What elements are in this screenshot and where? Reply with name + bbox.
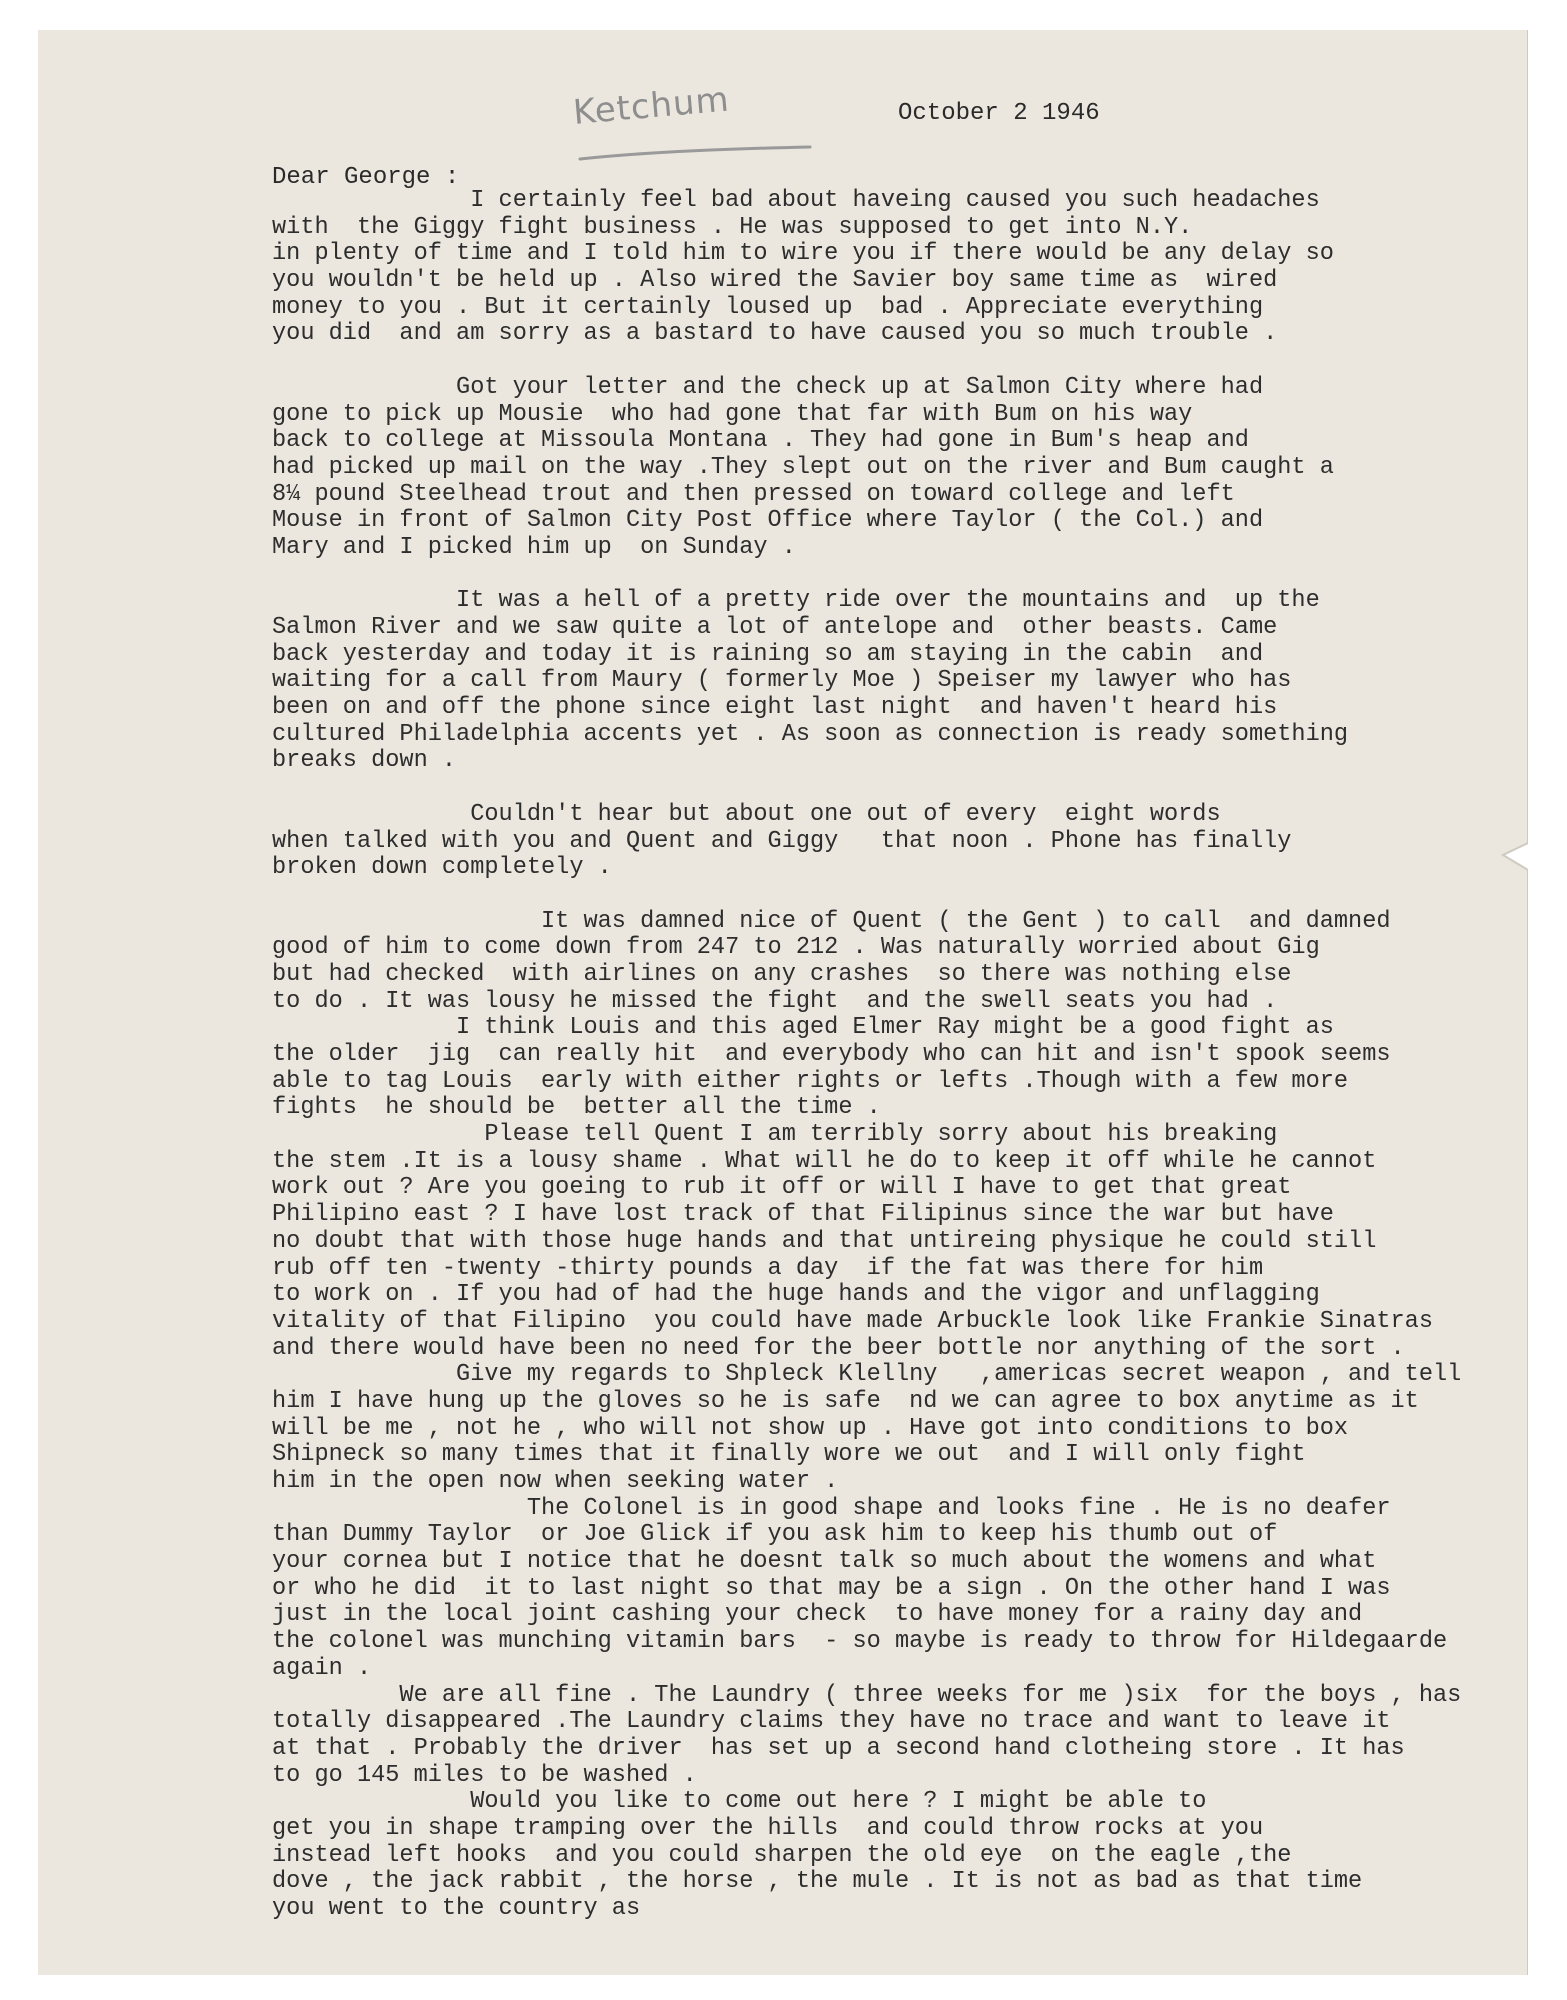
text-line: you went to the country as <box>272 1895 641 1922</box>
text-line: to go 145 miles to be washed . <box>272 1761 697 1789</box>
text-line: work out ? Are you goeing to rub it off or will I have to get that great <box>272 1174 1292 1202</box>
text-line: again . <box>272 1654 372 1682</box>
text-line: been on and off the phone since eight last night and haven't heard his <box>272 694 1278 722</box>
text-line: good of him to come down from 247 to 212 . Was naturally worried about Gig <box>272 934 1320 962</box>
text-line: We are all fine . The Laundry ( three weeks for me )six for the boys , has <box>272 1681 1462 1709</box>
text-line: waiting for a call from Maury ( formerly Moe ) Speiser my lawyer who has <box>272 667 1292 695</box>
text-line: breaks down . <box>272 747 457 775</box>
text-line: Give my regards to Shpleck Klellny ,americas secret weapon , and tell <box>272 1361 1462 1389</box>
text-line: to do . It was lousy he missed the fight and the swell seats you had . <box>272 987 1278 1015</box>
text-line: when talked with you and Quent and Giggy that noon . Phone has finally <box>272 827 1292 855</box>
text-line: dove , the jack rabbit , the horse , the mule . It is not as bad as that time <box>272 1868 1363 1896</box>
paragraph-gap <box>272 562 1522 589</box>
text-line: no doubt that with those huge hands and that untireing physique he could still <box>272 1227 1377 1255</box>
salutation: Dear George : <box>272 164 460 191</box>
text-line: money to you . But it certainly loused up bad . Appreciate everything <box>272 293 1264 321</box>
text-line: gone to pick up Mousie who had gone that far with Bum on his way <box>272 400 1193 428</box>
text-line: broken down completely . <box>272 854 612 882</box>
paragraph-gap <box>272 882 1522 909</box>
text-line: with the Giggy fight business . He was supposed to get into N.Y. <box>272 213 1193 241</box>
text-line: had picked up mail on the way .They slept out on the river and Bum caught a <box>272 453 1334 481</box>
text-line: or who he did it to last night so that may be a sign . On the other hand I was <box>272 1574 1391 1602</box>
text-line: Got your letter and the check up at Salmon City where had <box>272 373 1264 401</box>
text-line: Please tell Quent I am terribly sorry about his breaking <box>272 1121 1278 1149</box>
text-line: Philipino east ? I have lost track of that Filipinus since the war but have <box>272 1201 1334 1229</box>
handwritten-annotation: Ketchum <box>571 79 732 133</box>
text-line: fights he should be better all the time . <box>272 1094 881 1122</box>
text-line: you did and am sorry as a bastard to have caused you so much trouble . <box>272 320 1278 348</box>
text-line: It was a hell of a pretty ride over the mountains and up the <box>272 587 1320 615</box>
text-line: the colonel was munching vitamin bars - so maybe is ready to throw for Hildegaarde <box>272 1628 1448 1656</box>
text-line: Mouse in front of Salmon City Post Office where Taylor ( the Col.) and <box>272 507 1264 535</box>
text-line: in plenty of time and I told him to wire you if there would be any delay so <box>272 240 1334 268</box>
text-line: your cornea but I notice that he doesnt talk so much about the womens and what <box>272 1548 1377 1576</box>
text-line: vitality of that Filipino you could have made Arbuckle look like Frankie Sinatras <box>272 1307 1434 1335</box>
text-line: It was damned nice of Quent ( the Gent ) to call and damned <box>272 907 1391 935</box>
text-line: him I have hung up the gloves so he is safe nd we can agree to box anytime as it <box>272 1387 1419 1415</box>
text-line: able to tag Louis early with either rights or lefts .Though with a few more <box>272 1067 1349 1095</box>
text-line: you wouldn't be held up . Also wired the Savier boy same time as wired <box>272 267 1278 295</box>
letter-body <box>272 188 1522 1923</box>
text-line: at that . Probably the driver has set up a second hand clotheing store . It has <box>272 1734 1405 1762</box>
paragraph-gap <box>272 775 1522 802</box>
text-line: the older jig can really hit and everybody who can hit and isn't spook seems <box>272 1041 1391 1068</box>
text-line: Mary and I picked him up on Sunday . <box>272 533 796 561</box>
text-line: The Colonel is in good shape and looks fine . He is no deafer <box>272 1494 1391 1522</box>
text-line: than Dummy Taylor or Joe Glick if you ask him to keep his thumb out of <box>272 1521 1278 1549</box>
text-line: back to college at Missoula Montana . They had gone in Bum's heap and <box>272 427 1249 455</box>
text-line: the stem .It is a lousy shame . What will he do to keep it off while he cannot <box>272 1147 1377 1175</box>
text-line: I think Louis and this aged Elmer Ray might be a good fight as <box>272 1014 1334 1042</box>
text-line: get you in shape tramping over the hills and could throw rocks at you <box>272 1814 1264 1842</box>
text-line: Shipneck so many times that it finally wore we out and I will only fight <box>272 1441 1306 1469</box>
text-line: Would you like to come out here ? I might be able to <box>272 1788 1207 1816</box>
text-line: to work on . If you had of had the huge hands and the vigor and unflagging <box>272 1281 1320 1309</box>
text-line: him in the open now when seeking water . <box>272 1468 839 1495</box>
text-line: 8¼ pound Steelhead trout and then pressed on toward college and left <box>272 480 1235 508</box>
text-line: totally disappeared .The Laundry claims they have no trace and want to leave it <box>272 1708 1391 1736</box>
text-line: rub off ten -twenty -thirty pounds a day if the fat was there for him <box>272 1254 1264 1282</box>
text-line: and there would have been no need for the beer bottle nor anything of the sort . <box>272 1334 1405 1362</box>
text-line: Couldn't hear but about one out of every eight words <box>272 800 1221 828</box>
text-line: back yesterday and today it is raining so am staying in the cabin and <box>272 640 1264 668</box>
text-line: cultured Philadelphia accents yet . As soon as connection is ready something <box>272 720 1349 748</box>
text-line: just in the local joint cashing your check to have money for a rainy day and <box>272 1601 1363 1629</box>
text-line: but had checked with airlines on any crashes so there was nothing else <box>272 960 1292 988</box>
text-line: will be me , not he , who will not show up . Have got into conditions to box <box>272 1414 1349 1442</box>
handwritten-underline <box>575 145 815 165</box>
paragraph-gap <box>272 348 1522 375</box>
text-line: instead left hooks and you could sharpen the old eye on the eagle ,the <box>272 1841 1292 1869</box>
letter-date: October 2 1946 <box>898 100 1100 127</box>
text-line: Salmon River and we saw quite a lot of antelope and other beasts. Came <box>272 614 1278 641</box>
text-line: I certainly feel bad about haveing caused you such headaches <box>272 187 1320 214</box>
